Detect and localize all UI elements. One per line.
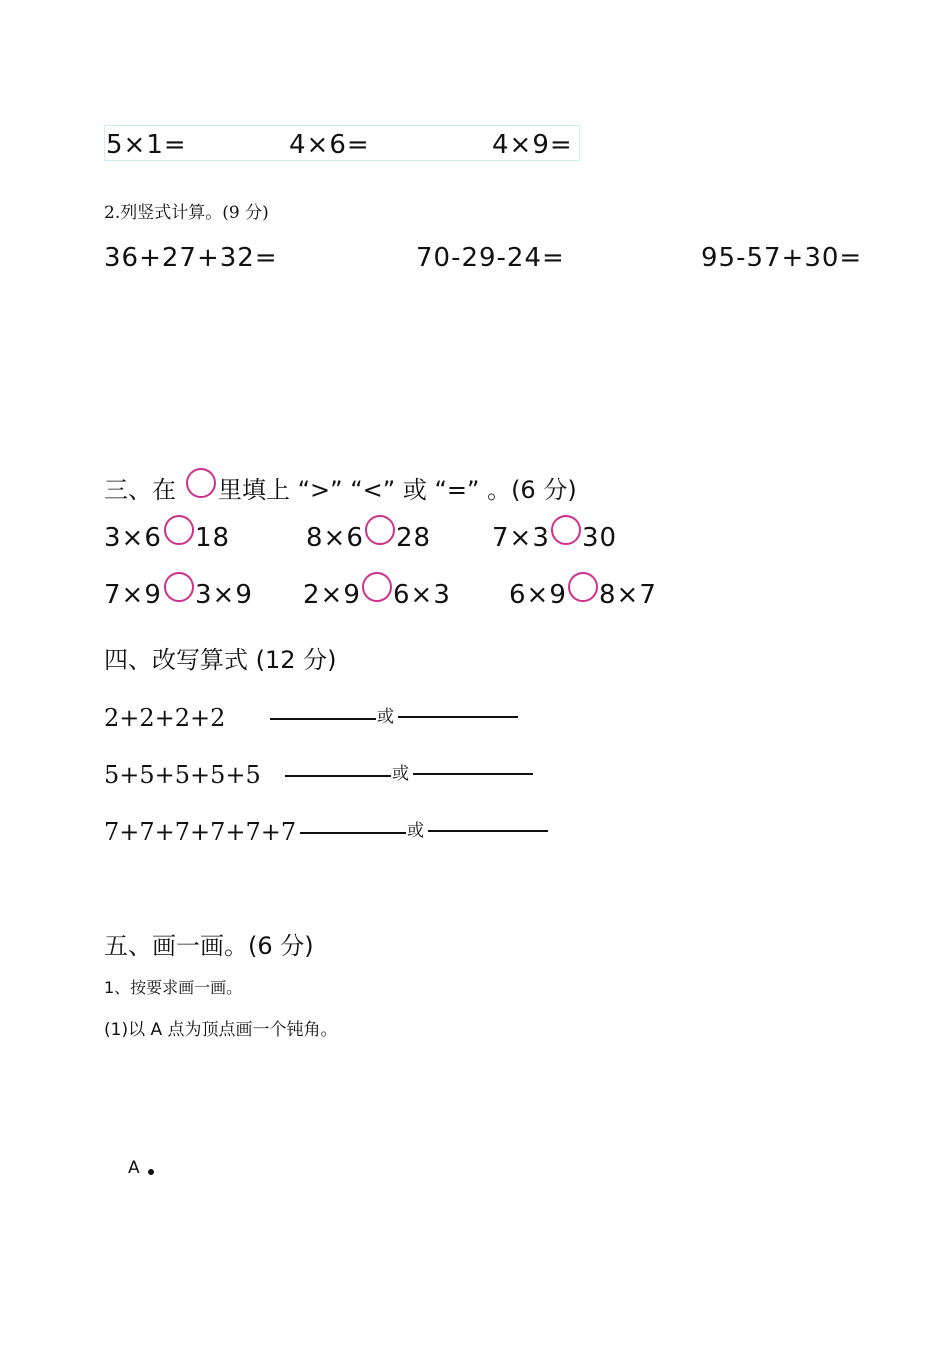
compare-circle-icon bbox=[186, 468, 216, 498]
answer-line-2[interactable] bbox=[428, 830, 548, 832]
compare-right: 3×9 bbox=[195, 580, 253, 610]
vertical-calc-expr-2: 70-29-24= bbox=[416, 243, 565, 273]
answer-line-2[interactable] bbox=[398, 716, 518, 718]
compare-blank-circle[interactable] bbox=[362, 572, 392, 602]
section-5-instruction: (1)以 A 点为顶点画一个钝角。 bbox=[104, 1020, 338, 1040]
repeated-sum: 7+7+7+7+7+7 bbox=[104, 818, 297, 846]
section-5-subtitle: 1、按要求画一画。 bbox=[104, 978, 243, 997]
or-label: 或 bbox=[392, 764, 409, 784]
compare-blank-circle[interactable] bbox=[164, 572, 194, 602]
compare-right: 8×7 bbox=[599, 580, 657, 610]
compare-right: 30 bbox=[582, 523, 618, 553]
answer-line-2[interactable] bbox=[413, 773, 533, 775]
point-a-label: A bbox=[128, 1158, 140, 1178]
compare-blank-circle[interactable] bbox=[551, 515, 581, 545]
oral-expr-3: 4×9= bbox=[492, 130, 573, 160]
answer-line-1[interactable] bbox=[285, 775, 391, 777]
oral-expr-1: 5×1= bbox=[106, 130, 187, 160]
section-4-title: 四、改写算式 (12 分) bbox=[104, 646, 337, 674]
or-label: 或 bbox=[407, 821, 424, 841]
section-3-title-end: 里填上 “>” “<” 或 “=” 。(6 分) bbox=[218, 476, 577, 504]
compare-right: 28 bbox=[396, 523, 432, 553]
answer-line-1[interactable] bbox=[300, 832, 406, 834]
compare-left: 2×9 bbox=[303, 580, 361, 610]
compare-right: 6×3 bbox=[393, 580, 451, 610]
oral-expr-2: 4×6= bbox=[289, 130, 370, 160]
point-a-dot-icon[interactable] bbox=[148, 1169, 154, 1175]
section-3-title-start: 三、在 bbox=[104, 476, 176, 504]
compare-right: 18 bbox=[195, 523, 231, 553]
compare-left: 7×3 bbox=[492, 523, 550, 553]
compare-left: 6×9 bbox=[509, 580, 567, 610]
repeated-sum: 5+5+5+5+5 bbox=[104, 761, 261, 789]
or-label: 或 bbox=[377, 707, 394, 727]
compare-left: 8×6 bbox=[306, 523, 364, 553]
answer-line-1[interactable] bbox=[270, 718, 376, 720]
vertical-calc-expr-1: 36+27+32= bbox=[104, 243, 278, 273]
vertical-calc-expr-3: 95-57+30= bbox=[701, 243, 863, 273]
repeated-sum: 2+2+2+2 bbox=[104, 704, 226, 732]
compare-blank-circle[interactable] bbox=[365, 515, 395, 545]
compare-blank-circle[interactable] bbox=[568, 572, 598, 602]
compare-left: 7×9 bbox=[104, 580, 162, 610]
compare-left: 3×6 bbox=[104, 523, 162, 553]
section-2-title: 2.列竖式计算。(9 分) bbox=[104, 203, 269, 223]
section-5-title: 五、画一画。(6 分) bbox=[104, 932, 314, 960]
compare-blank-circle[interactable] bbox=[164, 515, 194, 545]
